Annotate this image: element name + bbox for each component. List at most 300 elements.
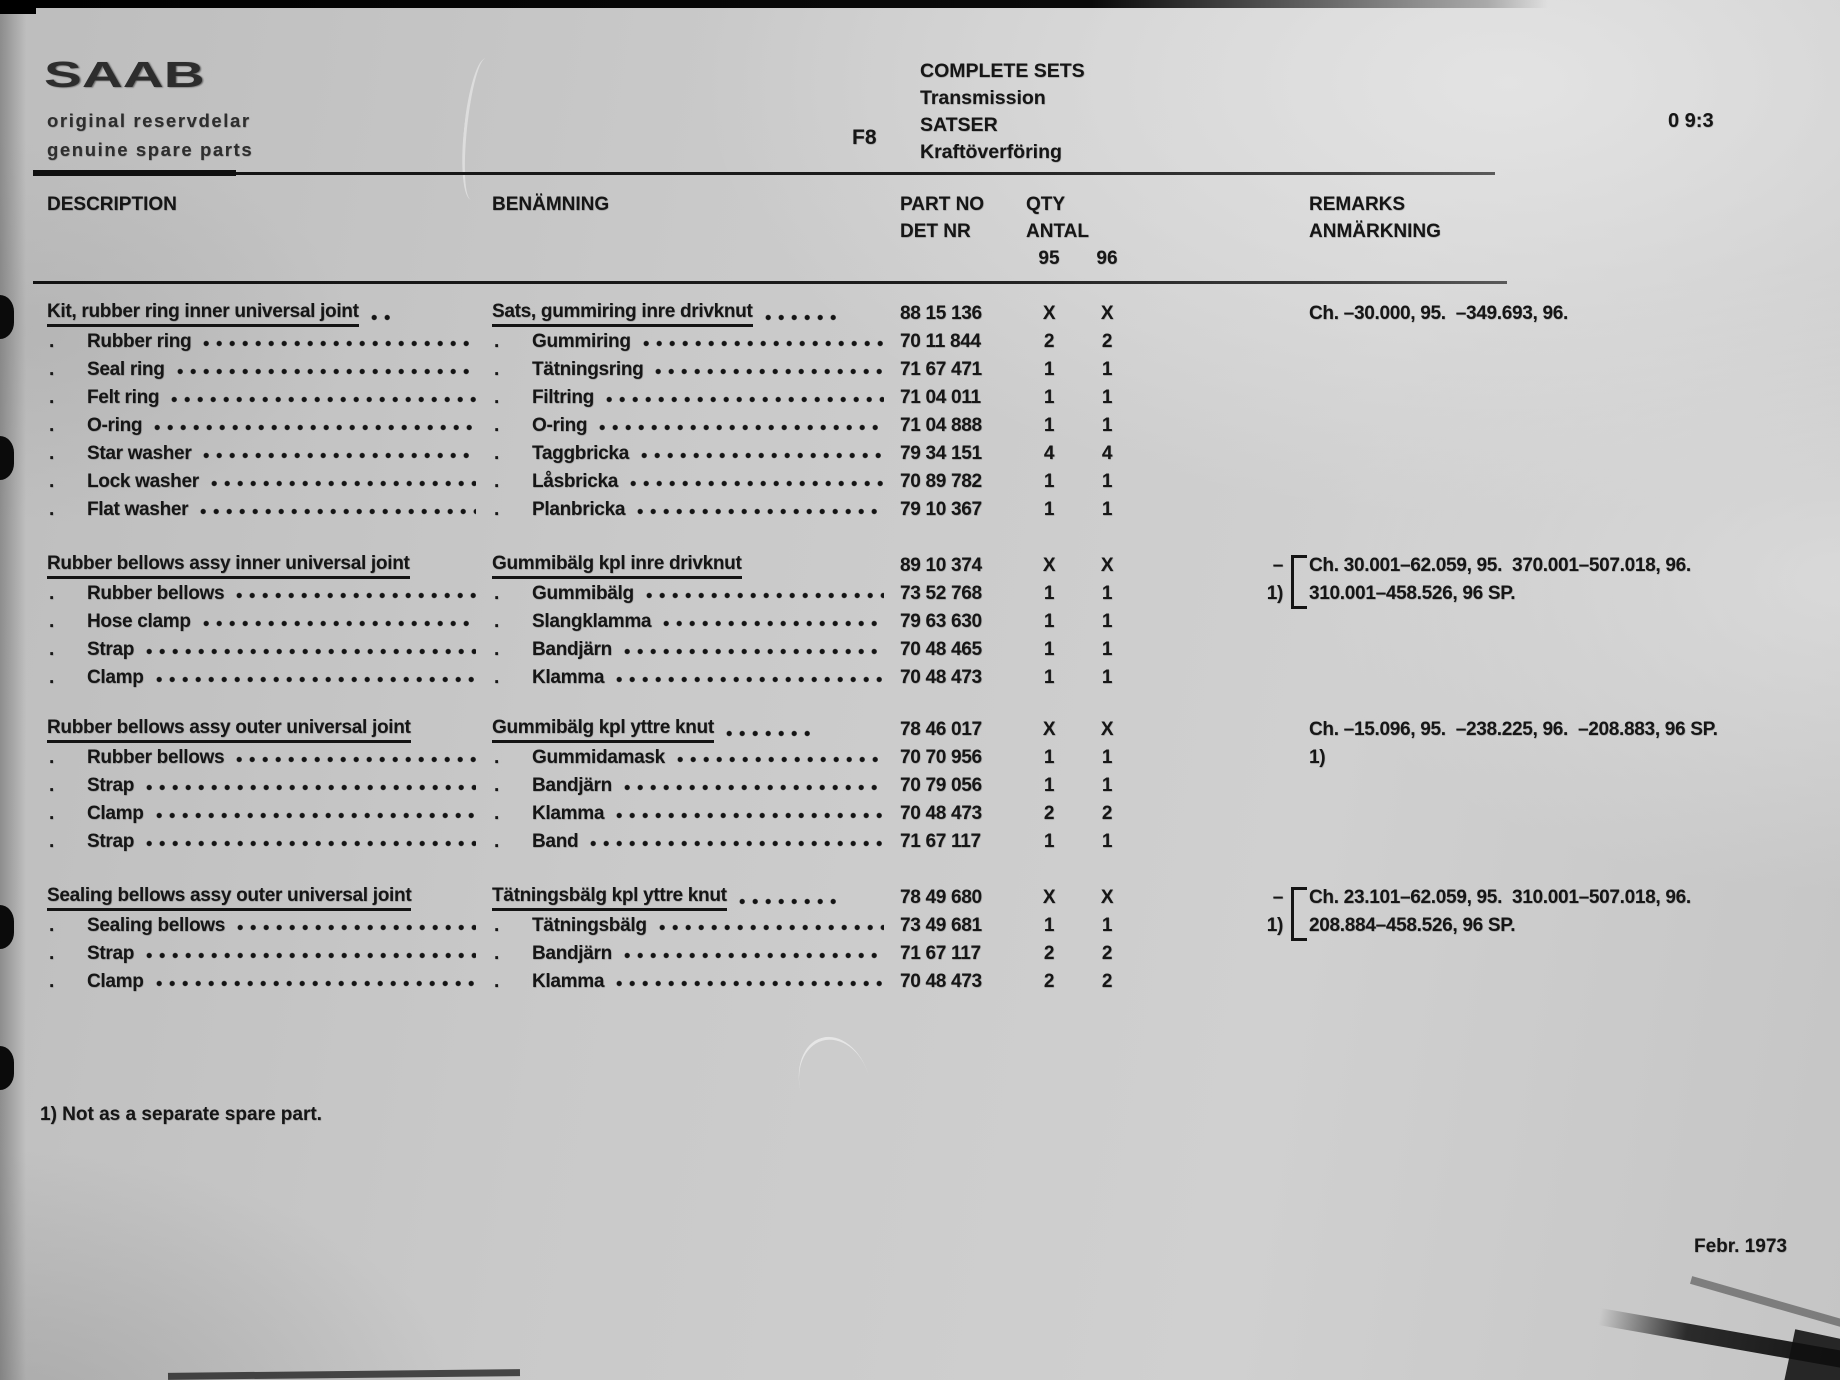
list-dot: . — [49, 471, 54, 492]
description-cell — [47, 803, 492, 825]
part-no-cell: 73 52 768 — [900, 583, 982, 604]
footnote-ref: – — [1272, 887, 1283, 908]
benamning-cell — [492, 359, 900, 381]
dot-leader — [663, 620, 884, 627]
qty-95-cell: 1 — [1043, 387, 1055, 408]
list-dot: . — [49, 611, 54, 632]
dot-leader — [171, 396, 476, 403]
description-cell — [47, 331, 492, 353]
date-stamp: Febr. 1973 — [1694, 1236, 1787, 1257]
item-label-en: Rubber bellows assy outer universal joint — [47, 717, 411, 743]
item-label-en: Hose clamp — [87, 611, 191, 632]
col-header-antal: ANTAL — [1026, 221, 1089, 242]
remark-line — [1243, 912, 1691, 940]
qty-95-cell: X — [1042, 303, 1056, 324]
list-dot: . — [494, 611, 499, 632]
part-no-cell: 70 48 473 — [900, 971, 982, 992]
dot-leader — [659, 924, 884, 931]
qty-96-cell: 1 — [1101, 667, 1113, 688]
footnote: 1) Not as a separate spare part. — [40, 1104, 322, 1125]
brand-underline — [33, 170, 236, 176]
qty-96-cell: X — [1100, 555, 1114, 576]
qty-95-cell: 4 — [1043, 443, 1055, 464]
dot-leader — [646, 592, 884, 599]
item-label-en: Flat washer — [87, 499, 189, 520]
item-label-sv: Gummibälg kpl yttre knut — [492, 717, 714, 743]
parts-block — [47, 300, 1807, 524]
scan-edge-shadow — [0, 0, 26, 1380]
item-label-en: Kit, rubber ring inner universal joint — [47, 301, 359, 327]
dot-leader — [739, 898, 843, 905]
col-header-det-nr: DET NR — [900, 221, 971, 242]
saab-logo: SAAB — [44, 54, 205, 95]
list-dot: . — [49, 971, 54, 992]
benamning-cell — [492, 583, 900, 605]
scan-corner-streak — [1690, 1276, 1840, 1328]
dot-leader — [624, 952, 884, 959]
description-cell — [47, 553, 492, 579]
qty-95-cell: 1 — [1043, 639, 1055, 660]
item-label-sv: Band — [532, 831, 579, 852]
list-dot: . — [494, 775, 499, 796]
qty-95-cell: 1 — [1043, 775, 1055, 796]
benamning-cell — [492, 885, 900, 911]
description-cell — [47, 611, 492, 633]
part-no-cell: 73 49 681 — [900, 915, 982, 936]
item-label-en: Rubber bellows — [87, 583, 225, 604]
parts-row — [47, 440, 1807, 468]
description-cell — [47, 915, 492, 937]
benamning-cell — [492, 499, 900, 521]
remarks-note — [1243, 552, 1691, 608]
list-dot: . — [49, 803, 54, 824]
dot-leader — [146, 952, 476, 959]
part-no-cell: 70 48 473 — [900, 667, 982, 688]
item-label-en: Felt ring — [87, 387, 160, 408]
dot-leader — [154, 424, 476, 431]
dot-leader — [726, 730, 817, 737]
benamning-cell — [492, 943, 900, 965]
qty-96-cell: 1 — [1101, 359, 1113, 380]
parts-row — [47, 608, 1807, 636]
parts-row — [47, 828, 1807, 856]
benamning-cell — [492, 803, 900, 825]
qty-95-cell: 1 — [1043, 415, 1055, 436]
dot-leader — [146, 840, 476, 847]
remark-line — [1243, 300, 1568, 328]
qty-96-cell: 2 — [1101, 803, 1113, 824]
qty-96-cell: 1 — [1101, 747, 1113, 768]
item-label-sv: Klamma — [532, 803, 605, 824]
dot-leader — [156, 676, 476, 683]
qty-96-cell: 2 — [1101, 331, 1113, 352]
benamning-cell — [492, 553, 900, 579]
dot-leader — [624, 784, 884, 791]
list-dot: . — [49, 583, 54, 604]
list-dot: . — [49, 443, 54, 464]
description-cell — [47, 639, 492, 661]
list-dot: . — [49, 775, 54, 796]
dot-leader — [637, 508, 884, 515]
qty-96-cell: X — [1100, 719, 1114, 740]
item-label-en: Clamp — [87, 803, 144, 824]
remark-line — [1243, 580, 1691, 608]
part-no-cell: 70 89 782 — [900, 471, 982, 492]
description-cell — [47, 499, 492, 521]
brand-line-english: genuine spare parts — [47, 139, 254, 160]
table-rule — [33, 281, 1507, 284]
qty-96-cell: 1 — [1101, 415, 1113, 436]
qty-96-cell: 1 — [1101, 387, 1113, 408]
qty-96-cell: 4 — [1101, 443, 1113, 464]
item-label-en: Star washer — [87, 443, 192, 464]
description-cell — [47, 443, 492, 465]
col-header-year-95: 95 — [1038, 248, 1060, 269]
part-no-cell: 70 48 473 — [900, 803, 982, 824]
dot-leader — [156, 812, 476, 819]
item-label-sv: Gummidamask — [532, 747, 665, 768]
item-label-en: Strap — [87, 831, 135, 852]
dot-leader — [765, 314, 843, 321]
item-label-en: Strap — [87, 775, 135, 796]
dot-leader — [599, 424, 884, 431]
remark-line — [1243, 716, 1718, 744]
benamning-cell — [492, 747, 900, 769]
scan-corner-blotch — [1782, 1329, 1840, 1380]
benamning-cell — [492, 415, 900, 437]
item-label-en: Lock washer — [87, 471, 199, 492]
remark-text: Ch. 30.001–62.059, 95. 370.001–507.018, 96. — [1309, 555, 1691, 576]
benamning-cell — [492, 301, 900, 327]
dot-leader — [236, 592, 476, 599]
part-no-cell: 79 34 151 — [900, 443, 982, 464]
qty-96-cell: 1 — [1101, 611, 1113, 632]
list-dot: . — [49, 915, 54, 936]
item-label-sv: Bandjärn — [532, 943, 612, 964]
description-cell — [47, 971, 492, 993]
parts-row — [47, 328, 1807, 356]
item-label-en: Rubber bellows — [87, 747, 225, 768]
remark-text: 208.884–458.526, 96 SP. — [1309, 915, 1516, 936]
item-label-sv: Gummibälg — [532, 583, 634, 604]
col-header-anmarkning: ANMÄRKNING — [1309, 221, 1441, 242]
item-label-sv: O-ring — [532, 415, 588, 436]
list-dot: . — [49, 831, 54, 852]
parts-row — [47, 496, 1807, 524]
qty-96-cell: 1 — [1101, 499, 1113, 520]
list-dot: . — [494, 331, 499, 352]
remarks-note — [1243, 300, 1568, 328]
dot-leader — [203, 620, 476, 627]
benamning-cell — [492, 611, 900, 633]
list-dot: . — [494, 971, 499, 992]
remark-text: 310.001–458.526, 96 SP. — [1309, 583, 1516, 604]
dot-leader — [643, 340, 884, 347]
title-line-3: SATSER — [920, 114, 998, 136]
part-no-cell: 89 10 374 — [900, 555, 982, 576]
brand-line-swedish: original reservdelar — [47, 110, 251, 131]
description-cell — [47, 831, 492, 853]
dot-leader — [590, 840, 884, 847]
qty-95-cell: X — [1042, 719, 1056, 740]
part-no-cell: 71 67 471 — [900, 359, 982, 380]
list-dot: . — [49, 387, 54, 408]
col-header-part-no: PART NO — [900, 194, 985, 215]
remark-text: Ch. –30.000, 95. –349.693, 96. — [1309, 303, 1569, 324]
dot-leader — [203, 452, 476, 459]
dot-leader — [641, 452, 884, 459]
part-no-cell: 70 70 956 — [900, 747, 982, 768]
remark-line — [1243, 744, 1718, 772]
scan-top-corner-mark — [0, 0, 36, 14]
benamning-cell — [492, 667, 900, 689]
qty-95-cell: 1 — [1043, 831, 1055, 852]
dot-leader — [616, 812, 884, 819]
qty-95-cell: 1 — [1043, 499, 1055, 520]
list-dot: . — [494, 387, 499, 408]
dot-leader — [156, 980, 476, 987]
part-no-cell: 78 46 017 — [900, 719, 982, 740]
item-label-sv: Slangklamma — [532, 611, 652, 632]
scan-bottom-mark — [168, 1369, 520, 1380]
item-label-sv: Tätningsbälg — [532, 915, 647, 936]
item-label-sv: Gummiring — [532, 331, 631, 352]
qty-96-cell: 1 — [1101, 915, 1113, 936]
list-dot: . — [49, 359, 54, 380]
list-dot: . — [494, 915, 499, 936]
list-dot: . — [49, 415, 54, 436]
item-label-sv: Taggbricka — [532, 443, 629, 464]
benamning-cell — [492, 443, 900, 465]
item-label-en: Clamp — [87, 667, 144, 688]
parts-row — [47, 468, 1807, 496]
part-no-cell: 88 15 136 — [900, 303, 982, 324]
description-cell — [47, 415, 492, 437]
page-title-block — [920, 58, 1085, 166]
section-code: F8 — [852, 126, 877, 149]
dot-leader — [211, 480, 476, 487]
remark-text: Ch. 23.101–62.059, 95. 310.001–507.018, 96. — [1309, 887, 1691, 908]
item-label-en: O-ring — [87, 415, 143, 436]
item-label-sv: Gummibälg kpl inre drivknut — [492, 553, 742, 579]
item-label-en: Rubber ring — [87, 331, 192, 352]
dot-leader — [630, 480, 884, 487]
dot-leader — [655, 368, 884, 375]
remarks-note — [1243, 716, 1718, 772]
scan-scratch — [788, 1028, 882, 1141]
list-dot: . — [49, 639, 54, 660]
remark-line — [1243, 552, 1691, 580]
qty-95-cell: 1 — [1043, 667, 1055, 688]
qty-96-cell: 1 — [1101, 775, 1113, 796]
footnote-ref: 1) — [1266, 915, 1283, 936]
parts-row — [47, 384, 1807, 412]
parts-row — [47, 940, 1807, 968]
benamning-cell — [492, 387, 900, 409]
qty-95-cell: 1 — [1043, 915, 1055, 936]
description-cell — [47, 387, 492, 409]
parts-row — [47, 664, 1807, 692]
dot-leader — [200, 508, 476, 515]
parts-block — [47, 716, 1807, 856]
description-cell — [47, 747, 492, 769]
qty-95-cell: 1 — [1043, 471, 1055, 492]
item-label-sv: Filtring — [532, 387, 594, 408]
description-cell — [47, 359, 492, 381]
list-dot: . — [49, 331, 54, 352]
part-no-cell: 78 49 680 — [900, 887, 982, 908]
list-dot: . — [494, 443, 499, 464]
qty-96-cell: 2 — [1101, 971, 1113, 992]
dot-leader — [624, 648, 884, 655]
item-label-en: Clamp — [87, 971, 144, 992]
benamning-cell — [492, 775, 900, 797]
dot-leader — [616, 676, 884, 683]
page-ref: 0 9:3 — [1668, 110, 1714, 132]
description-cell — [47, 471, 492, 493]
description-cell — [47, 583, 492, 605]
col-header-year-96: 96 — [1096, 248, 1118, 269]
qty-96-cell: 2 — [1101, 943, 1113, 964]
col-header-remarks: REMARKS — [1309, 194, 1406, 215]
dot-leader — [616, 980, 884, 987]
item-label-sv: Planbricka — [532, 499, 626, 520]
dot-leader — [146, 784, 476, 791]
remark-text: Ch. –15.096, 95. –238.225, 96. –208.883, 96 SP. — [1309, 719, 1718, 740]
benamning-cell — [492, 831, 900, 853]
description-cell — [47, 667, 492, 689]
list-dot: . — [494, 415, 499, 436]
qty-95-cell: 1 — [1043, 583, 1055, 604]
dot-leader — [236, 756, 476, 763]
benamning-cell — [492, 971, 900, 993]
item-label-sv: Sats, gummiring inre drivknut — [492, 301, 753, 327]
item-label-en: Strap — [87, 639, 135, 660]
list-dot: . — [494, 831, 499, 852]
description-cell — [47, 717, 492, 743]
dot-leader — [237, 924, 476, 931]
benamning-cell — [492, 471, 900, 493]
qty-95-cell: X — [1042, 555, 1056, 576]
list-dot: . — [49, 667, 54, 688]
qty-96-cell: 1 — [1101, 583, 1113, 604]
qty-95-cell: 2 — [1043, 331, 1055, 352]
benamning-cell — [492, 331, 900, 353]
list-dot: . — [494, 639, 499, 660]
qty-95-cell: X — [1042, 887, 1056, 908]
part-no-cell: 71 67 117 — [900, 943, 981, 964]
bracket-mark — [1291, 555, 1307, 609]
list-dot: . — [494, 943, 499, 964]
part-no-cell: 79 10 367 — [900, 499, 982, 520]
col-header-qty: QTY — [1026, 194, 1066, 215]
qty-95-cell: 2 — [1043, 943, 1055, 964]
benamning-cell — [492, 717, 900, 743]
part-no-cell: 71 04 888 — [900, 415, 982, 436]
item-label-sv: Bandjärn — [532, 775, 612, 796]
list-dot: . — [49, 747, 54, 768]
parts-row — [47, 968, 1807, 996]
qty-96-cell: X — [1100, 887, 1114, 908]
qty-96-cell: 1 — [1101, 831, 1113, 852]
qty-96-cell: 1 — [1101, 639, 1113, 660]
scan-top-bar — [26, 0, 1548, 8]
parts-row — [47, 412, 1807, 440]
parts-row — [47, 356, 1807, 384]
qty-95-cell: 2 — [1043, 971, 1055, 992]
description-cell — [47, 885, 492, 911]
item-label-sv: Tätningsbälg kpl yttre knut — [492, 885, 727, 911]
footnote-ref: – — [1272, 555, 1283, 576]
qty-96-cell: 1 — [1101, 471, 1113, 492]
qty-95-cell: 2 — [1043, 803, 1055, 824]
title-line-4: Kraftöverföring — [920, 141, 1062, 163]
item-label-sv: Låsbricka — [532, 471, 619, 492]
parts-row — [47, 636, 1807, 664]
dot-leader — [371, 314, 397, 321]
list-dot: . — [494, 667, 499, 688]
footnote-ref: 1) — [1266, 583, 1283, 604]
parts-block — [47, 884, 1807, 996]
item-label-en: Seal ring — [87, 359, 165, 380]
item-label-sv: Bandjärn — [532, 639, 612, 660]
part-no-cell: 70 48 465 — [900, 639, 982, 660]
part-no-cell: 79 63 630 — [900, 611, 982, 632]
title-line-1: COMPLETE SETS — [920, 60, 1085, 82]
list-dot: . — [494, 499, 499, 520]
list-dot: . — [494, 803, 499, 824]
list-dot: . — [494, 359, 499, 380]
list-dot: . — [49, 499, 54, 520]
scan-scratch — [457, 57, 501, 201]
list-dot: . — [49, 943, 54, 964]
part-no-cell: 71 67 117 — [900, 831, 981, 852]
col-header-benamning: BENÄMNING — [492, 194, 610, 215]
item-label-en: Strap — [87, 943, 135, 964]
item-label-sv: Klamma — [532, 971, 605, 992]
description-cell — [47, 775, 492, 797]
parts-block — [47, 552, 1807, 692]
dot-leader — [146, 648, 476, 655]
description-cell — [47, 943, 492, 965]
qty-95-cell: 1 — [1043, 611, 1055, 632]
dot-leader — [203, 340, 476, 347]
benamning-cell — [492, 639, 900, 661]
benamning-cell — [492, 915, 900, 937]
part-no-cell: 70 11 844 — [900, 331, 981, 352]
header-rule — [33, 172, 1495, 175]
item-label-sv: Klamma — [532, 667, 605, 688]
qty-95-cell: 1 — [1043, 747, 1055, 768]
bracket-mark — [1291, 887, 1307, 941]
list-dot: . — [494, 747, 499, 768]
qty-96-cell: X — [1100, 303, 1114, 324]
item-label-sv: Tätningsring — [532, 359, 644, 380]
qty-95-cell: 1 — [1043, 359, 1055, 380]
remark-line — [1243, 884, 1691, 912]
remark-text: 1) — [1309, 747, 1326, 768]
col-header-description: DESCRIPTION — [47, 194, 177, 215]
remarks-note — [1243, 884, 1691, 940]
part-no-cell: 70 79 056 — [900, 775, 982, 796]
list-dot: . — [494, 583, 499, 604]
item-label-en: Sealing bellows — [87, 915, 226, 936]
list-dot: . — [494, 471, 499, 492]
parts-row — [47, 772, 1807, 800]
item-label-en: Rubber bellows assy inner universal joint — [47, 553, 410, 579]
dot-leader — [677, 756, 884, 763]
dot-leader — [177, 368, 476, 375]
